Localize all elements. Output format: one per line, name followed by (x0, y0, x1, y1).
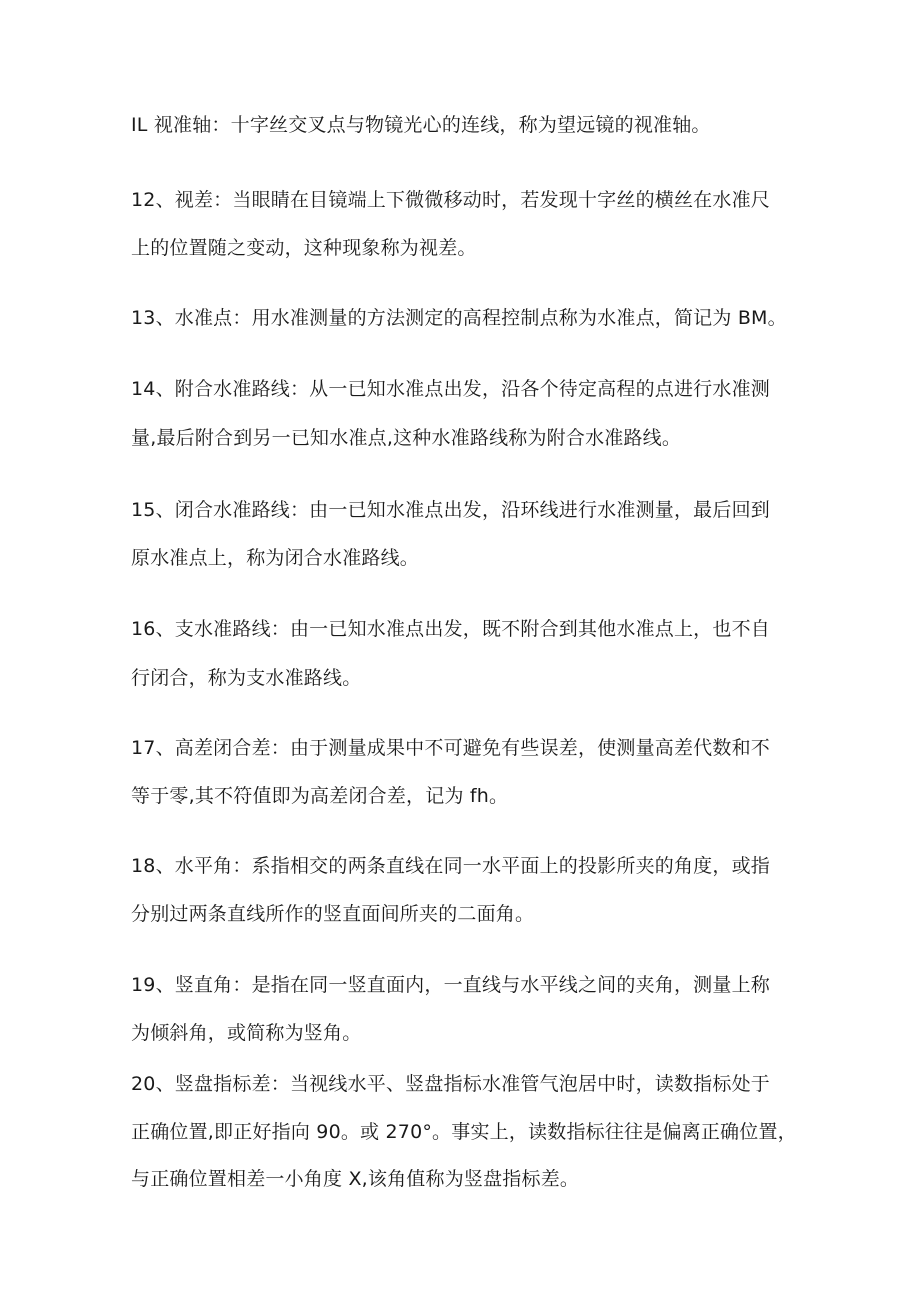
entry-15-line-1: 15、闭合水准路线：由一已知水准点出发，沿环线进行水准测量，最后回到 (131, 499, 770, 521)
entry-16-line-2: 行闭合，称为支水准路线。 (131, 667, 362, 689)
entry-18-line-2: 分别过两条直线所作的竖直面间所夹的二面角。 (131, 903, 535, 925)
entry-16-line-1: 16、支水准路线：由一已知水准点出发，既不附合到其他水准点上，也不自 (131, 618, 770, 640)
entry-20-line-1: 20、竖盘指标差：当视线水平、竖盘指标水准管气泡居中时，读数指标处于 (131, 1073, 770, 1095)
entry-17-line-2: 等于零,其不符值即为高差闭合差，记为 fh。 (131, 785, 509, 807)
entry-20-line-2: 正确位置,即正好指向 90。或 270°。事实上，读数指标往往是偏离正确位置， (131, 1121, 797, 1143)
entry-20-line-3: 与正确位置相差一小角度 X,该角值称为竖盘指标差。 (131, 1168, 580, 1190)
entry-14-line-1: 14、附合水准路线：从一已知水准点出发，沿各个待定高程的点进行水准测 (131, 378, 770, 400)
entry-19-line-2: 为倾斜角，或简称为竖角。 (131, 1022, 362, 1044)
entry-11-line-1: IL 视准轴：十字丝交叉点与物镜光心的连线，称为望远镜的视准轴。 (131, 114, 711, 136)
entry-12-line-2: 上的位置随之变动，这种现象称为视差。 (131, 237, 477, 259)
entry-17-line-1: 17、高差闭合差：由于测量成果中不可避免有些误差，使测量高差代数和不 (131, 737, 770, 759)
entry-14-line-2: 量,最后附合到另一已知水准点,这种水准路线称为附合水准路线。 (131, 427, 682, 449)
entry-19-line-1: 19、竖直角：是指在同一竖直面内，一直线与水平线之间的夹角，测量上称 (131, 974, 770, 996)
entry-13-line-1: 13、水准点：用水准测量的方法测定的高程控制点称为水准点，简记为 BM。 (131, 307, 787, 329)
entry-18-line-1: 18、水平角：系指相交的两条直线在同一水平面上的投影所夹的角度，或指 (131, 855, 770, 877)
entry-12-line-1: 12、视差：当眼睛在目镜端上下微微移动时，若发现十字丝的横丝在水准尺 (131, 189, 770, 211)
entry-15-line-2: 原水准点上，称为闭合水准路线。 (131, 547, 420, 569)
